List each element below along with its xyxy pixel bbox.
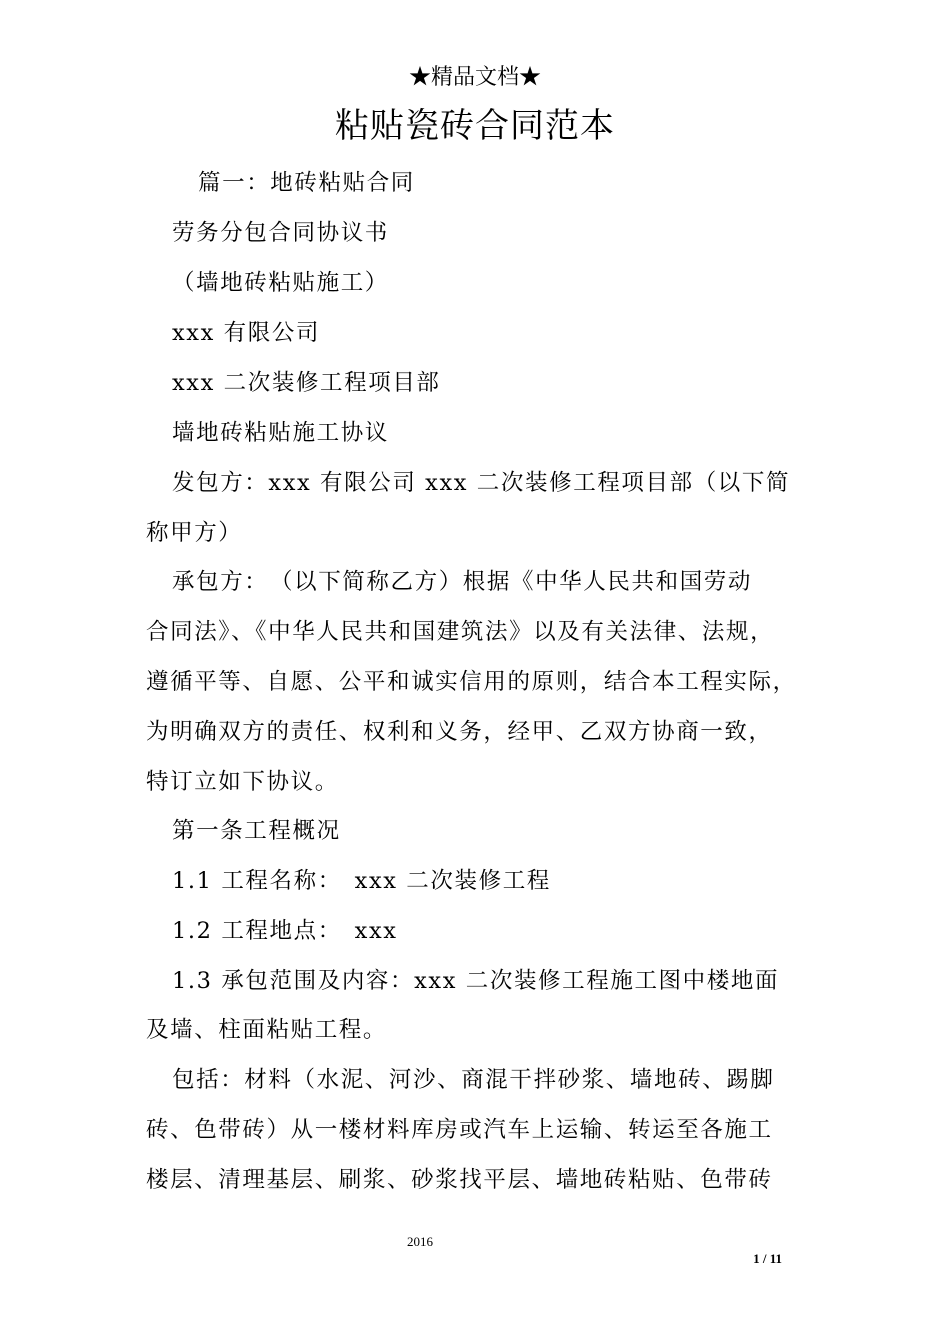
text-line: xxx 二次装修工程项目部 [172,370,441,396]
text-line: 第一条工程概况 [172,818,341,844]
text-line: 称甲方） [146,520,243,546]
text-line: 砖、色带砖）从一楼材料库房或汽车上运输、转运至各施工 [146,1117,773,1143]
text-line: 为明确双方的责任、权利和义务，经甲、乙双方协商一致， [146,719,773,745]
text-line: 包括：材料（水泥、河沙、商混干拌砂浆、墙地砖、踢脚 [172,1067,775,1093]
text-line: 特订立如下协议。 [146,769,339,795]
header-mark: ★精品文档★ [408,65,541,90]
text-line: 承包方： （以下简称乙方）根据《中华人民共和国劳动 [172,569,753,595]
text-line: 篇一：地砖粘贴合同 [198,170,415,196]
text-line: xxx 有限公司 [172,320,321,346]
text-line: （墙地砖粘贴施工） [172,270,389,296]
text-line: 发包方：xxx 有限公司 xxx 二次装修工程项目部（以下简 [172,470,791,496]
text-line: 遵循平等、自愿、公平和诚实信用的原则，结合本工程实际， [146,669,797,695]
text-line: 1.2 工程地点： xxx [172,918,398,944]
document-title: 粘贴瓷砖合同范本 [335,106,615,146]
text-line: 1.3 承包范围及内容：xxx 二次装修工程施工图中楼地面 [172,968,780,994]
text-line: 楼层、清理基层、刷浆、砂浆找平层、墙地砖粘贴、色带砖 [146,1167,773,1193]
page-number: 1 / 11 [753,1251,782,1266]
text-line: 合同法》、《中华人民共和国建筑法》以及有关法律、法规， [146,619,775,645]
text-line: 墙地砖粘贴施工协议 [172,420,389,446]
footer-year: 2016 [407,1234,433,1249]
text-line: 劳务分包合同协议书 [172,220,389,246]
text-line: 及墙、柱面粘贴工程。 [146,1017,388,1043]
text-line: 1.1 工程名称： xxx 二次装修工程 [172,868,551,894]
